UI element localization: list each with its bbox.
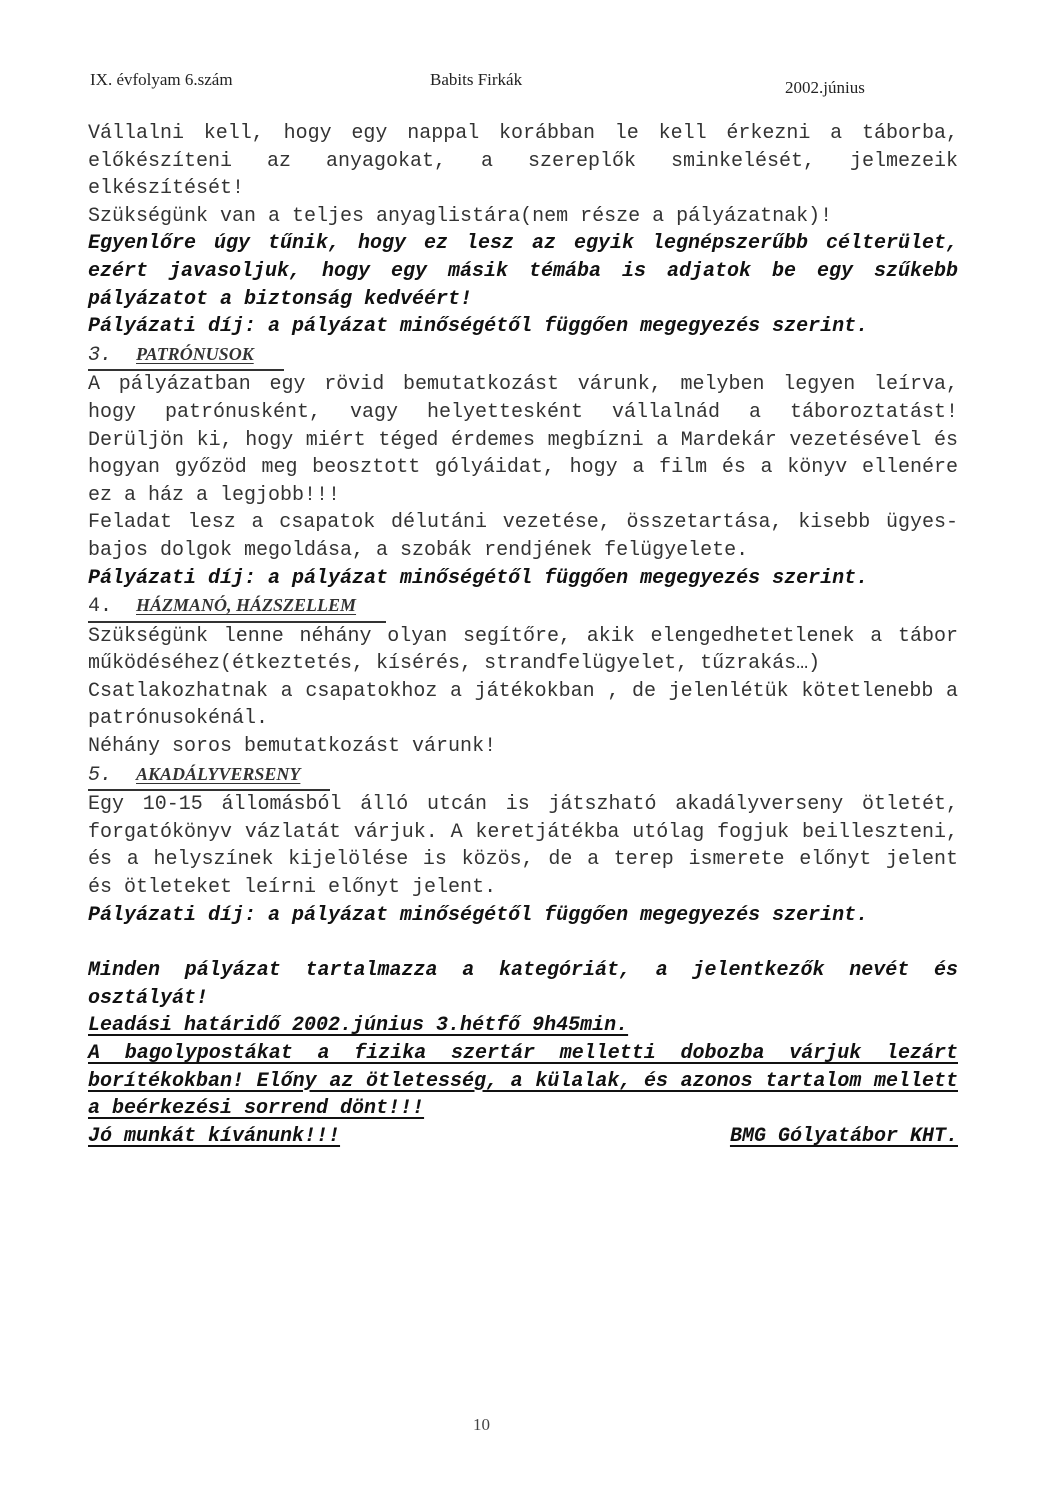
section-3-heading xyxy=(88,341,958,372)
section-4-number: 4. xyxy=(88,595,113,619)
closing-requirements: Minden pályázat tartalmazza a kategóriát, a jelentkezők nevét és osztályát! xyxy=(88,959,958,1010)
section-3-paragraph-2: Feladat lesz a csapatok délutáni vezetése, összetartása, kisebb ügyes-bajos dolgok megoldása, a szobák rendjének felügyelete. xyxy=(88,511,958,562)
section-3-number: 3. xyxy=(88,343,113,367)
section-5-fee: Pályázati díj: a pályázat minőségétől függően megegyezés szerint. xyxy=(88,903,869,927)
intro-paragraph-2: Szükségünk van a teljes anyaglistára(nem része a pályázatnak)! xyxy=(88,204,833,228)
closing-notes xyxy=(88,957,958,1150)
header-publication: Babits Firkák xyxy=(430,70,523,89)
section-4-paragraph-1: Szükségünk lenne néhány olyan segítőre, akik elengedhetetlenek a tábor működéséhez(étkeztetés, kísérés, strandfelügyelet, tűzrakás…) xyxy=(88,624,958,676)
closing-signature-row xyxy=(88,1123,958,1151)
section-4-paragraph-2: Csatlakozhatnak a csapatokhoz a játékokban , de jelenlétük kötetlenebb a patrónusokénál. xyxy=(88,679,958,731)
section-3-title: PATRÓNUSOK xyxy=(136,343,254,364)
page-number: 10 xyxy=(473,1415,490,1434)
header-date: 2002.június xyxy=(785,78,865,97)
closing-submission: A bagolypostákat a fizika szertár melletti dobozba várjuk lezárt borítékokban! Előny az ötletesség, a külalak, és azonos tartalom mellett a beérkezési sorrend dönt!!! xyxy=(88,1042,958,1121)
intro-fee: Pályázati díj: a pályázat minőségétől függően megegyezés szerint. xyxy=(88,315,869,339)
section-3-fee: Pályázati díj: a pályázat minőségétől függően megegyezés szerint. xyxy=(88,566,869,590)
section-5-heading xyxy=(88,761,958,792)
document-body xyxy=(88,120,958,1150)
section-3-paragraph-1: A pályázatban egy rövid bemutatkozást várunk, melyben legyen leírva, hogy patrónusként, vagy helyettesként vállalnád a táboroztatást! Derüljön ki, hogy miért téged érdemes megbízni a Mardekár vezetésével és hogyan győzöd meg beosztott gólyáidat, hogy a film és a könyv ellenére ez a ház a legjobb!!! xyxy=(88,373,958,507)
section-4-paragraph-3: Néhány soros bemutatkozást várunk! xyxy=(88,735,497,759)
closing-wish: Jó munkát kívánunk!!! xyxy=(88,1124,341,1148)
section-5-number: 5. xyxy=(88,763,113,787)
section-4-heading xyxy=(88,592,958,623)
section-4-title: HÁZMANÓ, HÁZSZELLEM xyxy=(136,595,357,616)
section-5-paragraph-1: Egy 10-15 állomásból álló utcán is játszható akadályverseny ötletét, forgatókönyv vázlatát várjuk. A keretjátékba utólag fogjuk beilleszteni, és a helyszínek kijelölése is közös, de a terep ismerete előnyt jelent és ötleteket leírni előnyt jelent. xyxy=(88,793,958,900)
section-5-title: AKADÁLYVERSENY xyxy=(136,763,301,784)
closing-signature: BMG Gólyatábor KHT. xyxy=(729,1124,958,1148)
intro-paragraph-1: Vállalni kell, hogy egy nappal korábban le kell érkezni a táborba, előkészíteni az anyagokat, a szereplők sminkelését, jelmezeik elkészítését! xyxy=(88,122,958,201)
header-issue: IX. évfolyam 6.szám xyxy=(90,70,233,89)
closing-deadline: Leadási határidő 2002.június 3.hétfő 9h45min. xyxy=(88,1014,629,1038)
intro-recommendation: Egyenlőre úgy tűnik, hogy ez lesz az egyik legnépszerűbb célterület, ezért javasoljuk, hogy egy másik témába is adjatok be egy szűkebb pályázatot a biztonság kedvéért! xyxy=(88,232,958,311)
